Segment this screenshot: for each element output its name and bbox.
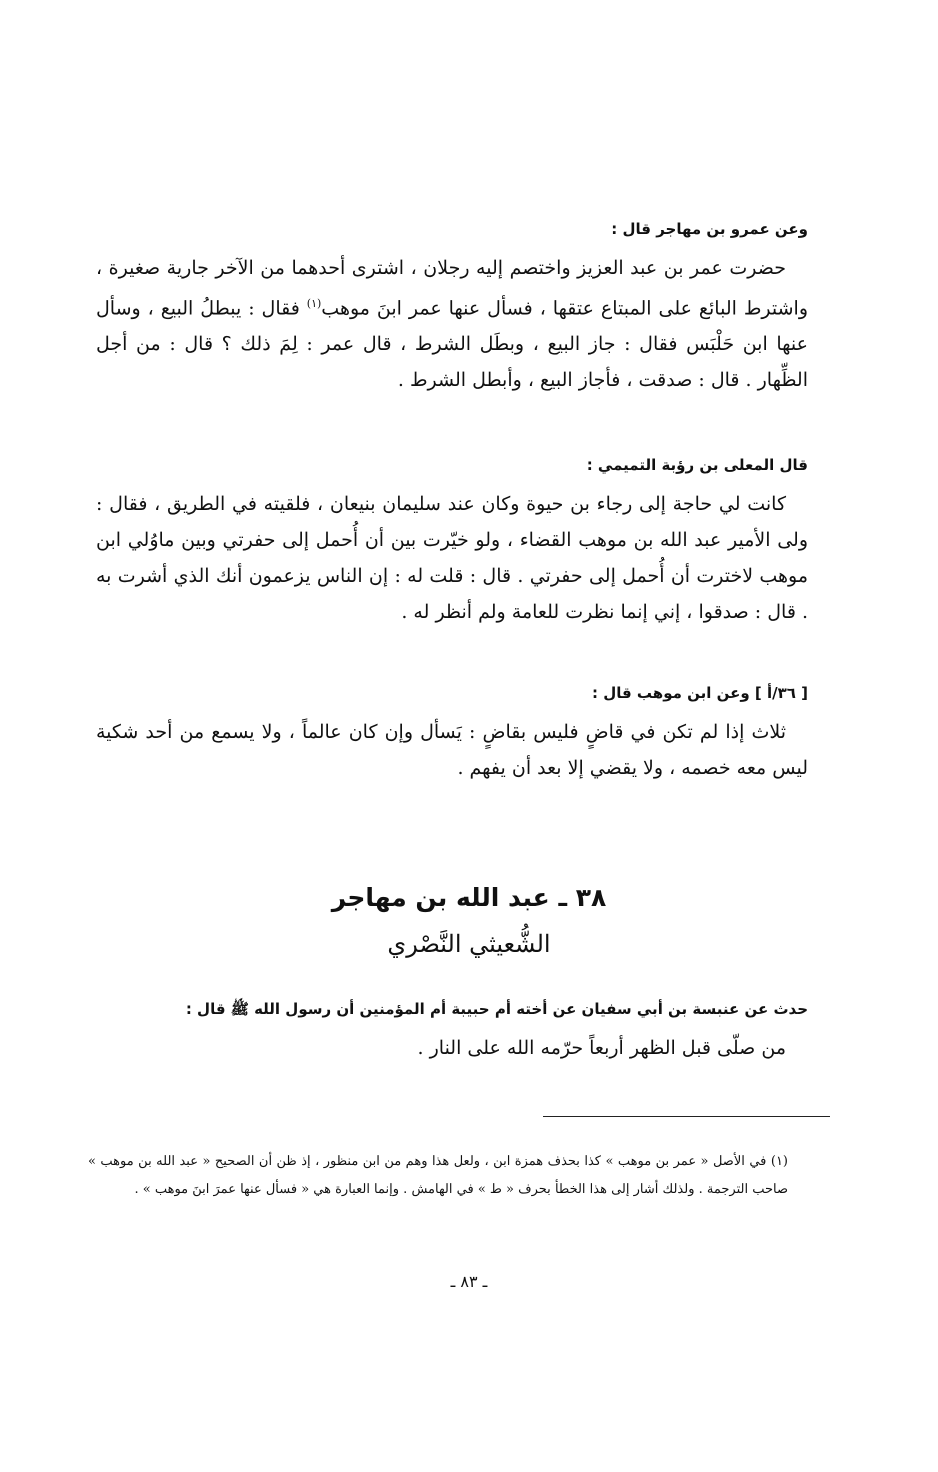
folio-marker: [ ٣٦/أ ] [754, 684, 808, 702]
section-paragraph: كانت لي حاجة إلى رجاء بن حيوة وكان عند سليمان بنيعان ، فلقيته في الطريق ، فقال : ولى الأمير عبد الله بن موهب القضاء ، ولو خيّرت بين أن أُحمل إلى حفرتي وبين ماوُلي ابن موهب لاخترت أن أُحمل إلى حفرتي . قال : قلت له : إن الناس يزعمون أنك الذي أشرت به . قال : صدقوا ، إني إنما نظرت للعامة ولم أنظر له . [96, 493, 808, 623]
page-number: ـ ٨٣ ـ [450, 1272, 488, 1291]
section-abdullah-ibn-muhajir [96, 998, 808, 1066]
footnote-reference[interactable]: (١) [306, 297, 322, 310]
section-ibn-mawhab [96, 682, 808, 786]
section-muala-ibn-ruba [96, 454, 808, 630]
section-intro: حدث عن عنبسة بن أبي سفيان عن أخته أم حبيبة أم المؤمنين أن رسول الله ﷺ قال : [185, 1000, 808, 1018]
section-intro [96, 682, 808, 704]
footnotes [88, 1148, 788, 1204]
paragraph-text-continued: فقال : يبطلُ البيع ، وسأل عنها ابن حَلْبَس فقال : جاز البيع ، وبطَل الشرط ، قال عمر : لِمَ ذلك ؟ قال : من أجل الظِّهار . قال : صدقت ، فأجاز البيع ، وأبطل الشرط . [96, 297, 808, 392]
section-paragraph: من صلّى قبل الظهر أربعاً حرّمه الله على النار . [417, 1037, 786, 1059]
section-intro: وعن عمرو بن مهاجر قال : [611, 220, 808, 238]
section-paragraph [96, 250, 808, 398]
section-amr-ibn-muhajir [96, 218, 808, 398]
section-intro: قال المعلى بن رؤبة التميمي : [586, 456, 808, 474]
section-paragraph: ثلاث إذا لم تكن في قاضٍ فليس بقاضٍ : يَسأل وإن كان عالماً ، ولا يسمع من أحد شكية ليس معه خصمه ، ولا يقضي إلا بعد أن يفهم . [96, 721, 808, 779]
chapter-subtitle: الشُّعيثي النَّصْري [387, 930, 551, 958]
paragraph-text: حضرت عمر بن عبد العزيز واختصم إليه رجلان ، اشترى أحدهما من الآخر جارية صغيرة ، واشترط البائع على المبتاع عتقها ، فسأل عنها عمر ابنَ موهب [96, 257, 808, 320]
section-intro-text: وعن ابن موهب قال : [592, 684, 750, 702]
footnote-divider [543, 1116, 830, 1117]
footnote-item: (١) في الأصل « عمر بن موهب » كذا بحذف همزة ابن ، ولعل هذا وهم من ابن منظور ، إذ ظن أن الصحيح « عبد الله بن موهب » صاحب الترجمة . ولذلك أشار إلى هذا الخطأ بحرف « ط » في الهامش . وإنما العبارة هي « فسأل عنها عمرَ ابنَ موهب » . [88, 1154, 788, 1197]
chapter-title: ٣٨ ـ عبد الله بن مهاجر [331, 883, 607, 912]
